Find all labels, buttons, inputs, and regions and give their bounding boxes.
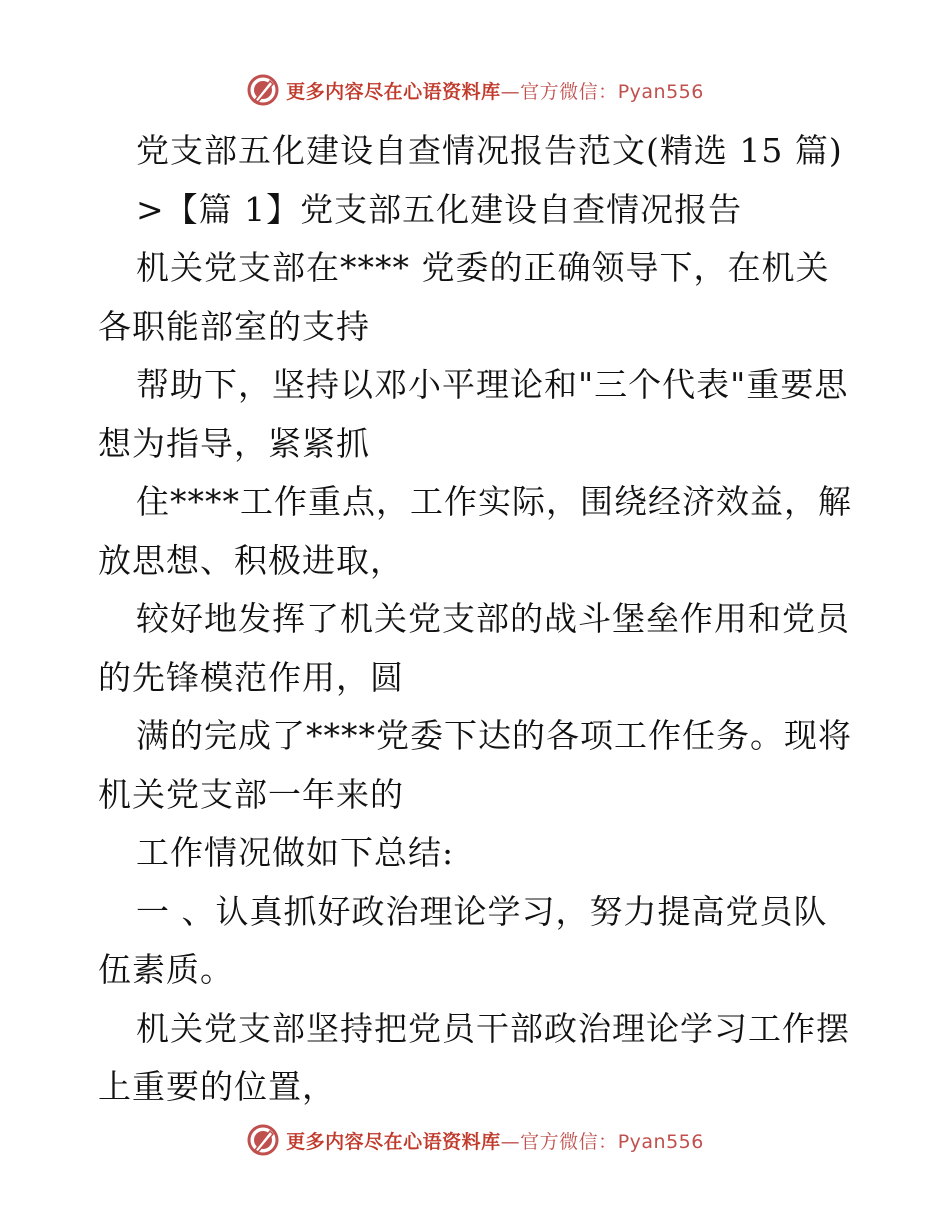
banner-brand: 更多内容尽在心语资料库 [286,1130,501,1153]
text-line: 帮助下，坚持以邓小平理论和"三个代表"重要思 [136,365,849,404]
text-line: 机关党支部一年来的 [98,774,404,814]
text-line: 上重要的位置， [98,1067,336,1106]
pen-logo-icon [246,73,280,107]
text-line: 想为指导，紧紧抓 [98,423,370,463]
banner-wechat-label: 官方微信： [520,1130,618,1153]
banner-wechat-label: 官方微信： [520,80,618,103]
footer-watermark-banner [0,1120,950,1160]
text-line: 放思想、积极进取， [98,540,404,580]
banner-wechat-id: Pyan556 [617,1130,704,1153]
text-line: 党支部五化建设自查情况报告范文(精选 15 篇) [136,131,843,170]
text-line: 的先锋模范作用，圆 [98,657,404,697]
banner-brand: 更多内容尽在心语资料库 [286,80,501,103]
pen-logo-icon [246,1123,280,1157]
text-line: 满的完成了****党委下达的各项工作任务。现将 [136,716,852,755]
banner-dash: — [500,1130,521,1153]
text-line: 一 、认真抓好政治理论学习，努力提高党员队 [136,891,828,931]
text-line: 伍素质。 [98,950,234,989]
text-line: 住****工作重点，工作实际，围绕经济效益，解 [136,482,852,521]
text-line: 较好地发挥了机关党支部的战斗堡垒作用和党员 [136,599,850,638]
header-watermark-banner [0,70,950,110]
text-line: 机关党支部在**** 党委的正确领导下，在机关 [136,248,830,287]
banner-dash: — [500,80,521,103]
text-line: >【篇 1】党支部五化建设自查情况报告 [136,189,743,229]
text-line: 工作情况做如下总结: [136,833,455,872]
document-body [98,122,858,1117]
banner-wechat-id: Pyan556 [617,80,704,103]
text-line: 各职能部室的支持 [98,306,370,346]
text-line: 机关党支部坚持把党员干部政治理论学习工作摆 [136,1008,850,1048]
